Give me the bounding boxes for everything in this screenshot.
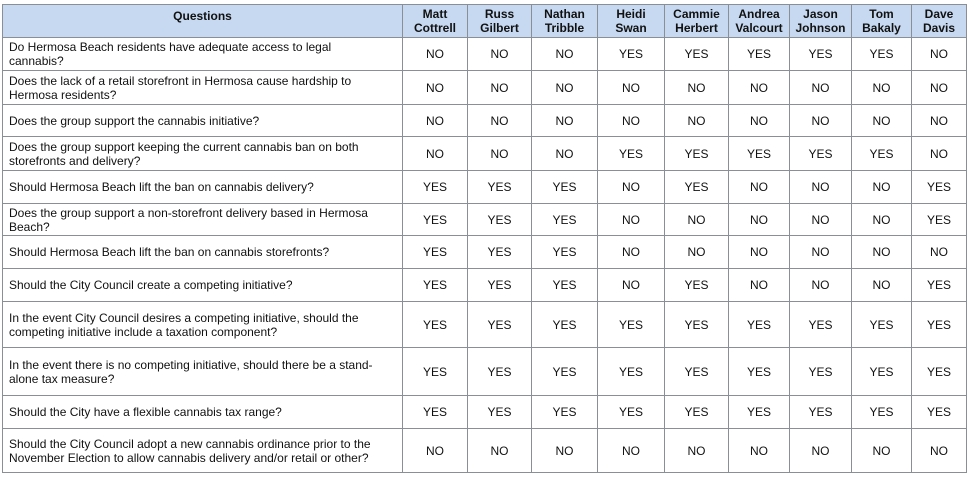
answer-cell: YES [729, 38, 790, 71]
question-cell [3, 137, 403, 171]
answer-cell: YES [468, 171, 532, 204]
answer-cell: NO [912, 429, 967, 473]
answer-cell: YES [532, 396, 598, 429]
answer-cell: YES [468, 396, 532, 429]
table-row [3, 171, 967, 204]
question-text: Beach? [9, 219, 50, 234]
candidate-first-name: Andrea [738, 7, 780, 21]
question-cell [3, 38, 403, 71]
answer-cell: NO [912, 105, 967, 137]
question-text: cannabis? [9, 54, 64, 68]
candidate-survey-table [2, 4, 967, 473]
answer-cell: NO [665, 236, 729, 269]
question-cell [3, 204, 403, 236]
answer-cell: NO [790, 204, 852, 236]
answer-cell: YES [532, 236, 598, 269]
candidate-header [598, 5, 665, 38]
candidate-first-name: Tom [869, 7, 894, 21]
answer-cell: YES [468, 269, 532, 302]
table-row [3, 269, 967, 302]
question-text: Should the City have a flexible cannabis tax range? [9, 405, 282, 419]
answer-cell: YES [468, 348, 532, 396]
candidate-header [468, 5, 532, 38]
answer-cell: YES [912, 302, 967, 348]
answer-cell: YES [403, 236, 468, 269]
question-text: In the event there is no competing initiative, should there be a stand- [9, 357, 373, 372]
answer-cell: YES [403, 204, 468, 236]
table-body [3, 38, 967, 473]
answer-cell: NO [665, 71, 729, 105]
answer-cell: YES [790, 302, 852, 348]
answer-cell: YES [403, 396, 468, 429]
survey-table-container [2, 4, 967, 473]
table-row [3, 105, 967, 137]
question-text: Should Hermosa Beach lift the ban on cannabis delivery? [9, 180, 314, 194]
question-text: Does the lack of a retail storefront in Hermosa cause hardship to [9, 73, 352, 88]
answer-cell: NO [598, 269, 665, 302]
answer-cell: YES [598, 396, 665, 429]
question-cell [3, 348, 403, 396]
answer-cell: YES [403, 302, 468, 348]
question-text: Should Hermosa Beach lift the ban on cannabis storefronts? [9, 245, 330, 259]
candidate-last-name: Swan [615, 21, 647, 35]
answer-cell: NO [532, 137, 598, 171]
candidate-last-name: Herbert [675, 21, 718, 35]
answer-cell: NO [912, 71, 967, 105]
answer-cell: NO [790, 71, 852, 105]
candidate-last-name: Tribble [544, 21, 585, 35]
answer-cell: YES [598, 38, 665, 71]
answer-cell: YES [729, 348, 790, 396]
answer-cell: YES [403, 171, 468, 204]
answer-cell: YES [665, 396, 729, 429]
answer-cell: YES [729, 396, 790, 429]
answer-cell: YES [665, 302, 729, 348]
answer-cell: NO [665, 105, 729, 137]
answer-cell: NO [790, 269, 852, 302]
question-cell [3, 429, 403, 473]
answer-cell: YES [912, 171, 967, 204]
answer-cell: YES [912, 396, 967, 429]
answer-cell: YES [912, 269, 967, 302]
answer-cell: NO [729, 71, 790, 105]
answer-cell: YES [665, 171, 729, 204]
answer-cell: YES [665, 137, 729, 171]
answer-cell: NO [852, 105, 912, 137]
candidate-last-name: Cottrell [414, 21, 456, 35]
answer-cell: YES [790, 38, 852, 71]
candidate-header [852, 5, 912, 38]
question-text: storefronts and delivery? [9, 153, 141, 168]
question-text: Does the group support the cannabis initiative? [9, 113, 260, 128]
candidate-first-name: Nathan [544, 7, 585, 21]
candidate-header [665, 5, 729, 38]
answer-cell: YES [790, 396, 852, 429]
candidate-first-name: Heidi [616, 7, 646, 21]
candidate-header [403, 5, 468, 38]
table-row [3, 236, 967, 269]
answer-cell: YES [532, 204, 598, 236]
table-row [3, 302, 967, 348]
question-cell [3, 302, 403, 348]
candidate-first-name: Cammie [673, 7, 720, 21]
answer-cell: YES [852, 38, 912, 71]
answer-cell: NO [468, 38, 532, 71]
answer-cell: NO [790, 236, 852, 269]
answer-cell: NO [665, 204, 729, 236]
answer-cell: NO [598, 204, 665, 236]
answer-cell: YES [852, 302, 912, 348]
answer-cell: NO [598, 71, 665, 105]
answer-cell: YES [852, 396, 912, 429]
answer-cell: YES [468, 204, 532, 236]
answer-cell: YES [468, 302, 532, 348]
question-text: Does the group support keeping the current cannabis ban on both [9, 139, 359, 154]
answer-cell: NO [790, 171, 852, 204]
question-cell [3, 71, 403, 105]
table-row [3, 429, 967, 473]
question-cell [3, 236, 403, 269]
candidate-header [912, 5, 967, 38]
candidate-last-name: Gilbert [480, 21, 519, 35]
answer-cell: NO [852, 71, 912, 105]
table-row [3, 204, 967, 236]
candidate-header [729, 5, 790, 38]
answer-cell: NO [403, 137, 468, 171]
answer-cell: YES [790, 137, 852, 171]
answer-cell: NO [532, 429, 598, 473]
answer-cell: NO [790, 429, 852, 473]
answer-cell: YES [532, 302, 598, 348]
answer-cell: NO [729, 269, 790, 302]
answer-cell: NO [598, 236, 665, 269]
answer-cell: NO [852, 236, 912, 269]
question-text: Does the group support a non-storefront delivery based in Hermosa [9, 205, 368, 220]
answer-cell: YES [729, 137, 790, 171]
answer-cell: YES [665, 38, 729, 71]
table-row [3, 71, 967, 105]
answer-cell: NO [468, 105, 532, 137]
answer-cell: NO [852, 269, 912, 302]
answer-cell: YES [852, 348, 912, 396]
candidate-last-name: Johnson [795, 21, 846, 35]
questions-column-header: Questions [3, 5, 403, 38]
answer-cell: NO [729, 105, 790, 137]
question-text: November Election to allow cannabis delivery and/or retail or other? [9, 450, 369, 465]
answer-cell: YES [912, 204, 967, 236]
question-text: alone tax measure? [9, 371, 115, 386]
answer-cell: NO [729, 204, 790, 236]
answer-cell: NO [852, 171, 912, 204]
answer-cell: YES [403, 269, 468, 302]
answer-cell: NO [403, 71, 468, 105]
answer-cell: NO [729, 171, 790, 204]
table-row [3, 38, 967, 71]
answer-cell: YES [468, 236, 532, 269]
answer-cell: YES [403, 348, 468, 396]
answer-cell: NO [468, 71, 532, 105]
answer-cell: NO [912, 137, 967, 171]
candidate-last-name: Davis [922, 21, 956, 35]
candidate-first-name: Matt [422, 7, 448, 21]
question-cell [3, 171, 403, 204]
question-cell [3, 105, 403, 137]
answer-cell: NO [912, 38, 967, 71]
answer-cell: YES [790, 348, 852, 396]
candidate-last-name: Valcourt [735, 21, 783, 35]
table-row [3, 348, 967, 396]
answer-cell: NO [665, 429, 729, 473]
table-row [3, 396, 967, 429]
answer-cell: YES [532, 171, 598, 204]
candidate-last-name: Bakaly [862, 21, 901, 35]
answer-cell: NO [532, 105, 598, 137]
answer-cell: NO [532, 71, 598, 105]
answer-cell: NO [852, 204, 912, 236]
answer-cell: YES [665, 269, 729, 302]
answer-cell: NO [598, 429, 665, 473]
candidate-first-name: Dave [924, 7, 954, 21]
question-cell [3, 396, 403, 429]
answer-cell: YES [598, 302, 665, 348]
table-row [3, 137, 967, 171]
answer-cell: NO [403, 105, 468, 137]
candidate-first-name: Russ [484, 7, 515, 21]
answer-cell: YES [532, 269, 598, 302]
answer-cell: YES [912, 348, 967, 396]
answer-cell: NO [468, 137, 532, 171]
candidate-header [532, 5, 598, 38]
answer-cell: NO [729, 236, 790, 269]
answer-cell: NO [912, 236, 967, 269]
question-text: Do Hermosa Beach residents have adequate access to legal [9, 40, 332, 54]
question-text: Hermosa residents? [9, 87, 117, 102]
question-text: Should the City Council create a competing initiative? [9, 278, 293, 292]
question-text: In the event City Council desires a competing initiative, should the [9, 310, 359, 325]
answer-cell: YES [532, 348, 598, 396]
question-text: competing initiative include a taxation component? [9, 324, 278, 339]
question-cell [3, 269, 403, 302]
candidate-first-name: Jason [803, 7, 838, 21]
question-text: Should the City Council adopt a new cannabis ordinance prior to the [9, 436, 371, 451]
answer-cell: NO [598, 105, 665, 137]
table-header-row [3, 5, 967, 38]
candidate-header [790, 5, 852, 38]
answer-cell: YES [729, 302, 790, 348]
answer-cell: YES [665, 348, 729, 396]
answer-cell: NO [598, 171, 665, 204]
answer-cell: YES [598, 137, 665, 171]
answer-cell: NO [729, 429, 790, 473]
answer-cell: YES [852, 137, 912, 171]
answer-cell: NO [403, 429, 468, 473]
answer-cell: YES [598, 348, 665, 396]
answer-cell: NO [468, 429, 532, 473]
answer-cell: NO [790, 105, 852, 137]
answer-cell: NO [403, 38, 468, 71]
answer-cell: NO [852, 429, 912, 473]
answer-cell: NO [532, 38, 598, 71]
